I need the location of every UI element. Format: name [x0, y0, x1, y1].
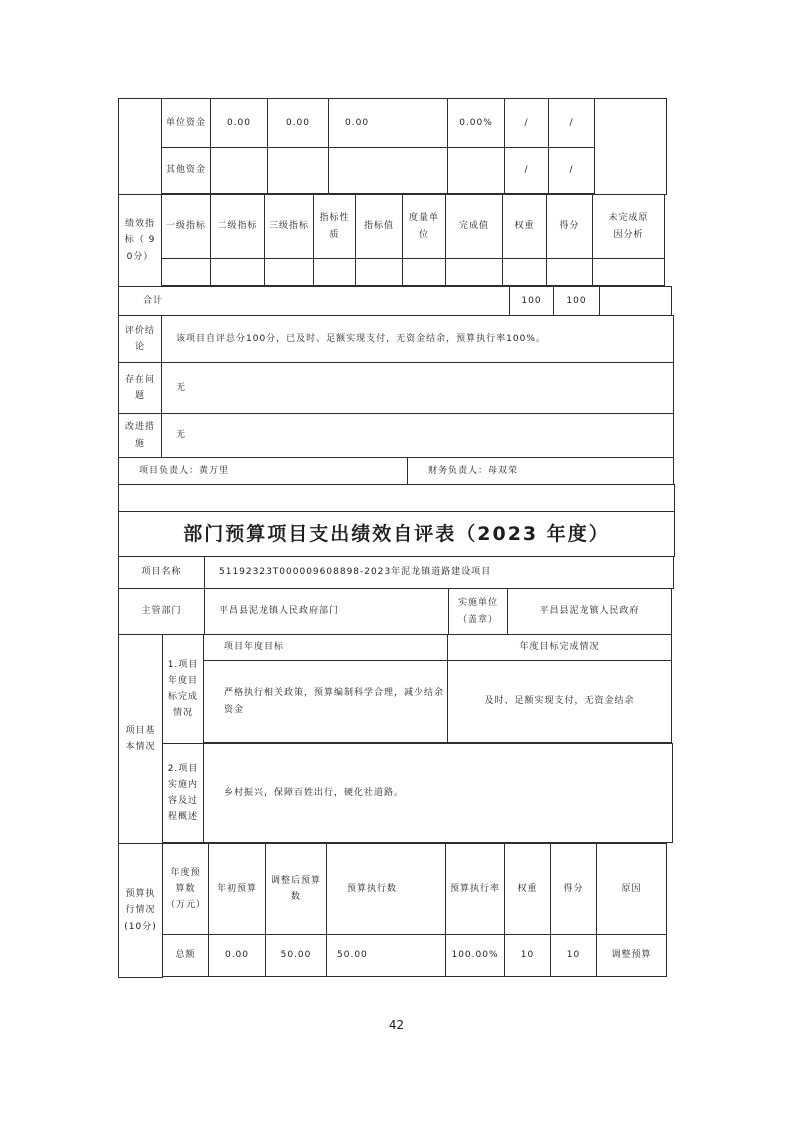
col-header-level2: 二级指标 — [210, 194, 265, 259]
empty-cell — [502, 258, 547, 286]
exec-row-label: 总额 — [162, 934, 209, 977]
goal-content-row — [203, 660, 671, 742]
col-header-level1: 一级指标 — [161, 194, 211, 259]
improvement-label: 改进措施 — [118, 413, 162, 458]
department-label: 主管部门 — [118, 588, 205, 635]
self-evaluation-table — [118, 98, 676, 977]
exec-executed: 50.00 — [326, 934, 446, 977]
funding-adjusted: 0.00 — [267, 98, 329, 148]
problems-row — [118, 362, 676, 413]
indicator-section-label: 绩效指标（ 90分） — [118, 194, 162, 287]
funding-label-other: 其他资金 — [161, 147, 211, 194]
empty-cell — [546, 258, 593, 286]
exec-rate: 100.00% — [445, 934, 505, 977]
total-score: 100 — [553, 286, 600, 316]
col-header-unit: 度量单位 — [402, 194, 446, 259]
conclusion-label: 评价结论 — [118, 315, 162, 363]
empty-cell — [445, 258, 503, 286]
annual-goal-cells — [203, 634, 671, 743]
problems-label: 存在问题 — [118, 362, 162, 414]
table-row — [161, 147, 594, 193]
department-row — [118, 588, 676, 634]
funding-weight: / — [504, 98, 549, 148]
exec-weight: 10 — [504, 934, 551, 977]
col-header-reason: 原因 — [596, 843, 667, 935]
funding-initial: 0.00 — [210, 98, 268, 148]
execution-header-row — [162, 843, 666, 934]
annual-goal-sublabel: 1.项目年度目标完成情况 — [162, 634, 204, 744]
empty-cell — [313, 258, 356, 286]
col-header-level3: 三级指标 — [264, 194, 314, 259]
indicator-empty-row — [161, 258, 664, 285]
goal-header-row — [203, 634, 671, 660]
page-number: 42 — [388, 1018, 405, 1032]
total-weight: 100 — [509, 286, 554, 316]
exec-score: 10 — [550, 934, 597, 977]
exec-initial: 0.00 — [208, 934, 266, 977]
conclusion-text: 该项目自评总分100分，已及时、足额实现支付，无资金结余，预算执行率100%。 — [161, 315, 674, 363]
finance-lead-signature: 财务负责人：母双荣 — [407, 457, 674, 485]
impl-unit-value: 平昌县泥龙镇人民政府 — [507, 588, 672, 635]
col-header-weight: 权重 — [502, 194, 547, 259]
project-name-label: 项目名称 — [118, 556, 205, 589]
department-value: 平昌县泥龙镇人民政府部门 — [204, 588, 449, 635]
col-header-adjusted-budget: 调整后预算数 — [265, 843, 327, 935]
funding-initial — [210, 147, 268, 194]
execution-label: 预算执行情况(10分) — [118, 843, 163, 978]
improvement-text: 无 — [161, 413, 674, 458]
empty-cell — [118, 484, 675, 512]
funding-score: / — [548, 147, 595, 194]
funding-weight: / — [504, 147, 549, 194]
col-header-value: 指标值 — [355, 194, 403, 259]
completion-text: 及时、足额实现支付，无资金结余 — [447, 660, 672, 743]
merged-blank-right-cell — [594, 98, 667, 195]
col-header-score: 得分 — [546, 194, 593, 259]
conclusion-row — [118, 315, 676, 362]
merged-blank-left-cell — [118, 98, 162, 195]
col-header-executed-budget: 预算执行数 — [326, 843, 446, 935]
col-header-annual-budget: 年度预算数（万元） — [162, 843, 209, 935]
funding-executed: 0.00 — [328, 98, 448, 148]
col-header-weight: 权重 — [504, 843, 551, 935]
execution-section — [118, 843, 676, 977]
funding-adjusted — [267, 147, 329, 194]
empty-cell — [592, 258, 665, 286]
funding-rows — [161, 98, 594, 194]
indicator-header-row — [161, 194, 664, 258]
funding-rows-group — [118, 98, 676, 194]
funding-rate — [447, 147, 505, 194]
impl-unit-label: 实施单位（盖章） — [448, 588, 508, 635]
project-name-row — [118, 556, 676, 588]
spacer-row — [118, 484, 676, 511]
col-header-execution-rate: 预算执行率 — [445, 843, 505, 935]
empty-cell — [355, 258, 403, 286]
table-row — [161, 98, 594, 147]
goal-text: 严格执行相关政策，预算编制科学合理，减少结余资金 — [203, 660, 448, 743]
funding-executed — [328, 147, 448, 194]
basic-info-section — [118, 634, 676, 843]
empty-cell — [599, 286, 672, 316]
col-header-initial-budget: 年初预算 — [208, 843, 266, 935]
col-header-score: 得分 — [550, 843, 597, 935]
implementation-row — [162, 743, 672, 842]
title-row — [118, 511, 676, 556]
col-header-completed: 完成值 — [445, 194, 503, 259]
goal-header: 项目年度目标 — [203, 634, 448, 661]
empty-cell — [264, 258, 314, 286]
total-row — [118, 286, 676, 315]
completion-header: 年度目标完成情况 — [447, 634, 672, 661]
indicator-section — [118, 194, 676, 286]
col-header-nature: 指标性质 — [313, 194, 356, 259]
execution-rows — [162, 843, 666, 977]
exec-reason: 调整预算 — [596, 934, 667, 977]
problems-text: 无 — [161, 362, 674, 414]
implementation-text: 乡村振兴，保障百姓出行，硬化社道路。 — [203, 743, 673, 843]
funding-score: / — [548, 98, 595, 148]
implementation-sublabel: 2.项目实施内容及过程概述 — [162, 743, 204, 843]
total-label: 合计 — [118, 286, 510, 316]
indicator-rows — [161, 194, 664, 286]
empty-cell — [210, 258, 265, 286]
annual-goal-row — [162, 634, 672, 743]
project-name-value: 51192323T000009608898-2023年泥龙镇道路建设项目 — [204, 556, 674, 589]
empty-cell — [402, 258, 446, 286]
funding-label-unit: 单位资金 — [161, 98, 211, 148]
funding-rate: 0.00% — [447, 98, 505, 148]
signature-row — [118, 457, 676, 484]
improvement-row — [118, 413, 676, 457]
execution-data-row — [162, 934, 666, 976]
page-title: 部门预算项目支出绩效自评表（2023 年度） — [118, 511, 675, 557]
empty-cell — [161, 258, 211, 286]
basic-info-label: 项目基本情况 — [118, 634, 163, 844]
col-header-unfinished-reason: 未完成原因分析 — [592, 194, 665, 259]
basic-info-rows — [162, 634, 672, 843]
project-lead-signature: 项目负责人：黄万里 — [118, 457, 408, 485]
exec-adjusted: 50.00 — [265, 934, 327, 977]
